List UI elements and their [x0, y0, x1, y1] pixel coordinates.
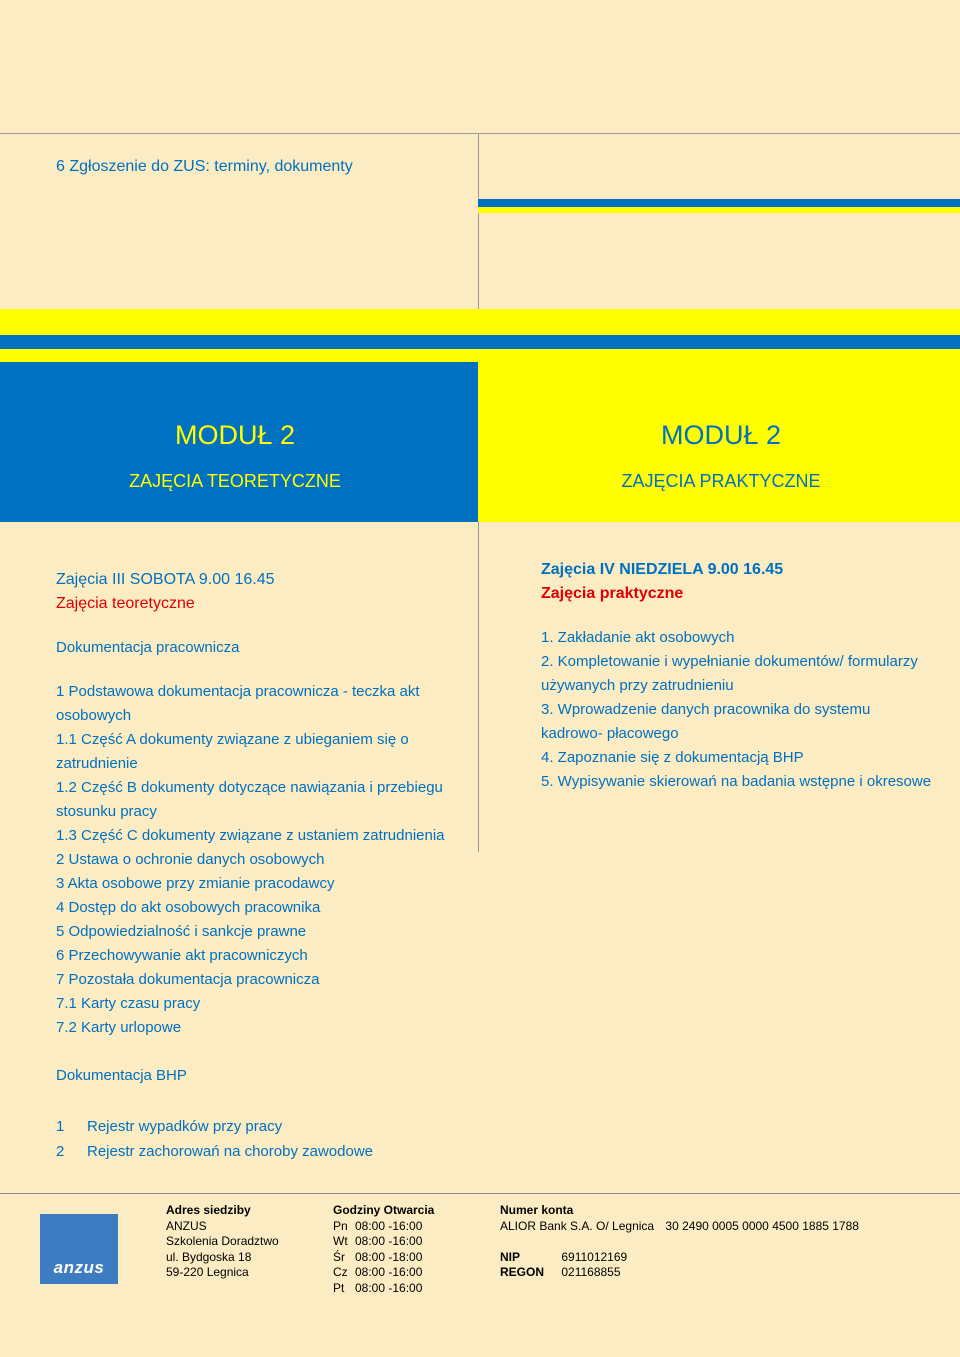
bhp-topic-item: [56, 1139, 476, 1164]
account-number: 30 2490 0005 0000 4500 1885 1788: [665, 1218, 859, 1233]
bhp-item-number: 2: [56, 1143, 65, 1160]
practice-topic-item: 5. Wypisywanie skierowań na badania wstępne i okresowe: [541, 773, 932, 790]
bhp-section-title: Dokumentacja BHP: [56, 1067, 187, 1084]
theory-type: Zajęcia teoretyczne: [56, 595, 195, 612]
hours-time: 08:00 -18:00: [355, 1249, 423, 1264]
theory-topic-list: [56, 680, 476, 1040]
theory-topic-item: 5 Odpowiedzialność i sankcje prawne: [56, 923, 307, 940]
zus-topic-row: 6 Zgłoszenie do ZUS: terminy, dokumenty: [56, 158, 353, 175]
hours-time: 08:00 -16:00: [355, 1265, 423, 1279]
theory-topic-item: 1.2 Część B dokumenty dotyczące nawiązania i przebiegu: [56, 779, 443, 796]
hours-row: [333, 1234, 434, 1250]
yellow-band: [0, 309, 960, 335]
account-heading: Numer konta: [500, 1203, 574, 1217]
yellow-band-thin: [0, 349, 960, 362]
theory-topic-item: stosunku pracy: [56, 803, 157, 820]
bank-name: ALIOR Bank S.A. O/ Legnica: [500, 1218, 655, 1233]
bhp-item-text: Rejestr zachorowań na choroby zawodowe: [87, 1143, 373, 1160]
hours-day: Wt: [333, 1234, 348, 1248]
theory-topic-item: 6 Przechowywanie akt pracowniczych: [56, 947, 308, 964]
hours-time: 08:00 -16:00: [355, 1218, 423, 1233]
table-divider-top: [478, 133, 479, 199]
footer-address: [166, 1203, 279, 1281]
theory-topic-item: 4 Dostęp do akt osobowych pracownika: [56, 899, 321, 916]
bhp-topic-item: [56, 1114, 476, 1139]
hours-time: 08:00 -16:00: [355, 1234, 423, 1248]
theory-topic-item: 7.1 Karty czasu pracy: [56, 995, 201, 1012]
practice-topic-item: kadrowo- płacowego: [541, 725, 679, 742]
address-line: Szkolenia Doradztwo: [166, 1234, 279, 1248]
theory-topic-item: 7.2 Karty urlopowe: [56, 1019, 182, 1036]
theory-topic-item: 1.1 Część A dokumenty związane z ubieganiem się o: [56, 731, 409, 748]
theory-topic-item: 2 Ustawa o ochronie danych osobowych: [56, 851, 325, 868]
hours-day: Pt: [333, 1280, 345, 1295]
practice-session: Zajęcia IV NIEDZIELA 9.00 16.45: [541, 561, 784, 578]
blue-band: [0, 335, 960, 349]
table-divider-bottom: [478, 522, 479, 852]
address-line: 59-220 Legnica: [166, 1265, 249, 1279]
practice-topic-item: 3. Wprowadzenie danych pracownika do systemu: [541, 701, 871, 718]
hours-row: [333, 1219, 434, 1235]
address-line: ul. Bydgoska 18: [166, 1249, 252, 1264]
address-line: ANZUS: [166, 1218, 207, 1233]
theory-session: Zajęcia III SOBOTA 9.00 16.45: [56, 571, 275, 588]
theory-column: [56, 568, 476, 1164]
nip-value: 6911012169: [561, 1249, 628, 1264]
regon-label: REGON: [500, 1265, 545, 1279]
module-practice-title: MODUŁ 2: [660, 420, 782, 450]
hours-heading: Godziny Otwarcia: [333, 1203, 435, 1217]
theory-topic-item: zatrudnienie: [56, 755, 138, 772]
theory-topic-item: 7 Pozostała dokumentacja pracownicza: [56, 971, 320, 988]
practice-column: [541, 558, 960, 794]
address-heading: Adres siedziby: [166, 1203, 251, 1217]
table-top-border: [0, 133, 960, 134]
footer-account: [500, 1203, 940, 1281]
module-practice-subtitle: ZAJĘCIA PRAKTYCZNE: [621, 471, 821, 491]
hours-day: Pn: [333, 1218, 348, 1233]
table-divider-mid: [478, 213, 479, 309]
bhp-item-text: Rejestr wypadków przy pracy: [87, 1118, 283, 1135]
footer-hours: [333, 1203, 434, 1296]
practice-type: Zajęcia praktyczne: [541, 585, 684, 602]
module-theory-title: MODUŁ 2: [174, 420, 296, 450]
hours-day: Cz: [333, 1265, 348, 1279]
blue-stripe: [478, 199, 960, 207]
regon-value: 021168855: [561, 1265, 621, 1279]
anzus-logo-text: anzus: [53, 1258, 105, 1277]
bhp-topic-list: [56, 1114, 476, 1164]
nip-label: NIP: [500, 1249, 521, 1264]
hours-row: [333, 1265, 434, 1281]
footer-top-border: [0, 1193, 960, 1194]
theory-topic-item: osobowych: [56, 707, 132, 724]
hours-time: 08:00 -16:00: [355, 1280, 423, 1295]
practice-topic-list: [541, 626, 960, 794]
theory-topic-item: 1 Podstawowa dokumentacja pracownicza - teczka akt: [56, 683, 420, 700]
practice-topic-item: używanych przy zatrudnieniu: [541, 677, 734, 694]
module-practice-header: [478, 362, 960, 522]
bhp-item-number: 1: [56, 1118, 65, 1135]
theory-topic-item: 3 Akta osobowe przy zmianie pracodawcy: [56, 875, 335, 892]
anzus-logo: [40, 1214, 118, 1284]
practice-topic-item: 1. Zakładanie akt osobowych: [541, 629, 735, 646]
module-theory-header: [0, 362, 478, 522]
practice-topic-item: 4. Zapoznanie się z dokumentacją BHP: [541, 749, 804, 766]
hours-row: [333, 1250, 434, 1266]
module-theory-subtitle: ZAJĘCIA TEORETYCZNE: [129, 471, 341, 491]
hours-day: Śr: [333, 1249, 345, 1264]
yellow-stripe: [478, 207, 960, 213]
hours-row: [333, 1281, 434, 1297]
theory-section-title: Dokumentacja pracownicza: [56, 639, 240, 656]
theory-topic-item: 1.3 Część C dokumenty związane z ustaniem zatrudnienia: [56, 827, 445, 844]
practice-topic-item: 2. Kompletowanie i wypełnianie dokumentów/ formularzy: [541, 653, 918, 670]
